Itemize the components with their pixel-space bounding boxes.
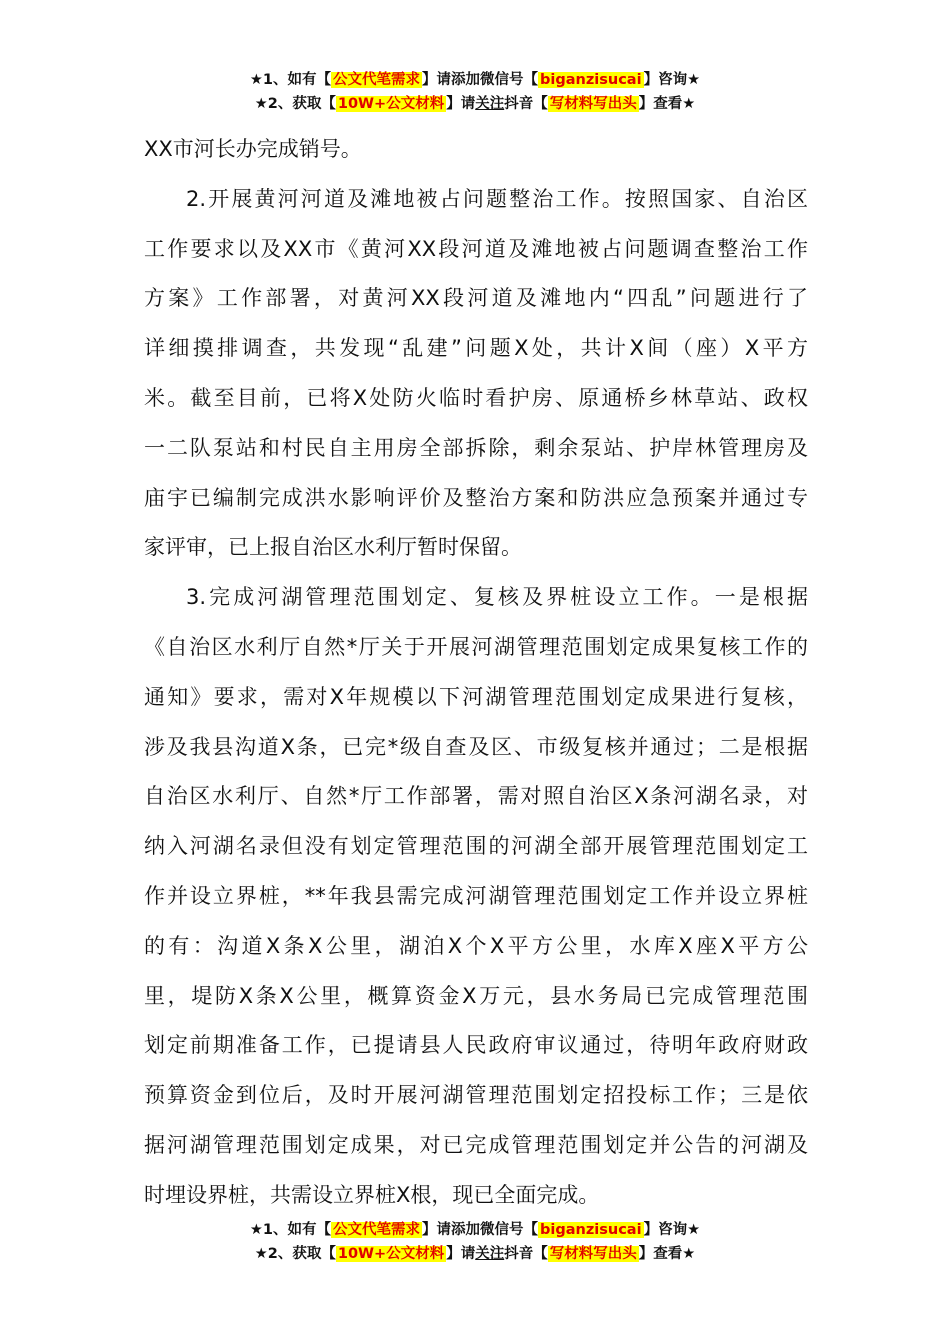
footer-line-2-post: 】查看★ bbox=[638, 1246, 696, 1262]
document-body bbox=[144, 125, 808, 1221]
footer-line-1-pre: 1、如有【 bbox=[262, 1222, 332, 1238]
header-banner bbox=[0, 68, 950, 116]
body-line: 米。截至目前，已将X处防火临时看护房、原通桥乡林草站、政权 bbox=[144, 385, 808, 410]
header-line-1-mid: 】请添加微信号【 bbox=[422, 72, 539, 88]
footer-highlight-wechat-id: biganzisucai bbox=[540, 1222, 642, 1238]
header-line-1 bbox=[0, 68, 950, 92]
body-line: 家评审，已上报自治区水利厅暂时保留。 bbox=[144, 535, 522, 560]
body-line: 《自治区水利厅自然*厅关于开展河湖管理范围划定成果复核工作的 bbox=[144, 634, 808, 659]
star-icon: ★ bbox=[254, 1246, 268, 1262]
body-line: 划定前期准备工作，已提请县人民政府审议通过，待明年政府财政 bbox=[144, 1033, 808, 1058]
body-line: 自治区水利厅、自然*厅工作部署，需对照自治区X条河湖名录，对 bbox=[144, 784, 808, 809]
header-line-2 bbox=[0, 92, 950, 116]
header-highlight-wechat-id: biganzisucai bbox=[540, 72, 642, 88]
body-line: 据河湖管理范围划定成果，对已完成管理范围划定并公告的河湖及 bbox=[144, 1132, 808, 1157]
footer-banner bbox=[0, 1218, 950, 1266]
header-line-1-pre: 1、如有【 bbox=[262, 72, 332, 88]
body-line: 方案》工作部署，对黄河XX段河道及滩地内“四乱”问题进行了 bbox=[144, 286, 808, 311]
paragraph-3-start: 3.完成河湖管理范围划定、复核及界桩设立工作。一是根据 bbox=[186, 585, 808, 610]
body-line: 涉及我县沟道X条，已完*级自查及区、市级复核并通过；二是根据 bbox=[144, 734, 808, 759]
header-line-2-mid2: 抖音【 bbox=[504, 96, 548, 112]
star-icon: ★ bbox=[249, 72, 263, 88]
body-line: 的有：沟道X条X公里，湖泊X个X平方公里，水库X座X平方公 bbox=[144, 933, 808, 958]
body-line: 时埋设界桩，共需设立界桩X根，现已全面完成。 bbox=[144, 1182, 600, 1207]
footer-highlight-douyin-account: 写材料写出头 bbox=[549, 1246, 637, 1262]
header-line-2-mid: 】请 bbox=[446, 96, 476, 112]
footer-line-1 bbox=[0, 1218, 950, 1242]
footer-highlight-writing-service: 公文代笔需求 bbox=[333, 1222, 421, 1238]
header-highlight-materials: 10W+公文材料 bbox=[337, 96, 445, 112]
footer-line-2 bbox=[0, 1242, 950, 1266]
body-line: 通知》要求，需对X年规模以下河湖管理范围划定成果进行复核， bbox=[144, 684, 808, 709]
star-icon: ★ bbox=[249, 1222, 263, 1238]
footer-line-1-post: 】咨询★ bbox=[643, 1222, 701, 1238]
header-highlight-douyin-account: 写材料写出头 bbox=[549, 96, 637, 112]
body-line: 详细摸排调查，共发现“乱建”问题X处，共计X间（座）X平方 bbox=[144, 336, 808, 361]
header-line-2-pre: 2、获取【 bbox=[267, 96, 336, 112]
body-line: 工作要求以及XX市《黄河XX段河道及滩地被占问题调查整治工作 bbox=[144, 236, 808, 261]
footer-highlight-materials: 10W+公文材料 bbox=[337, 1246, 445, 1262]
body-line: 里，堤防X条X公里，概算资金X万元，县水务局已完成管理范围 bbox=[144, 983, 808, 1008]
footer-line-1-mid: 】请添加微信号【 bbox=[422, 1222, 539, 1238]
header-highlight-writing-service: 公文代笔需求 bbox=[333, 72, 421, 88]
footer-line-2-mid2: 抖音【 bbox=[504, 1246, 548, 1262]
header-line-1-post: 】咨询★ bbox=[643, 72, 701, 88]
footer-line-2-pre: 2、获取【 bbox=[267, 1246, 336, 1262]
footer-follow-text: 关注 bbox=[475, 1246, 505, 1262]
footer-line-2-mid: 】请 bbox=[446, 1246, 476, 1262]
star-icon: ★ bbox=[254, 96, 268, 112]
body-line: 预算资金到位后，及时开展河湖管理范围划定招投标工作；三是依 bbox=[144, 1083, 808, 1108]
body-line: XX市河长办完成销号。 bbox=[144, 137, 362, 161]
body-line: 一二队泵站和村民自主用房全部拆除，剩余泵站、护岸林管理房及 bbox=[144, 435, 808, 460]
body-line: 纳入河湖名录但没有划定管理范围的河湖全部开展管理范围划定工 bbox=[144, 834, 808, 859]
header-line-2-post: 】查看★ bbox=[638, 96, 696, 112]
paragraph-2-start: 2.开展黄河河道及滩地被占问题整治工作。按照国家、自治区 bbox=[186, 186, 808, 211]
header-follow-text: 关注 bbox=[475, 96, 505, 112]
body-line: 庙宇已编制完成洪水影响评价及整治方案和防洪应急预案并通过专 bbox=[144, 485, 808, 510]
body-line: 作并设立界桩，**年我县需完成河湖管理范围划定工作并设立界桩 bbox=[144, 883, 808, 908]
